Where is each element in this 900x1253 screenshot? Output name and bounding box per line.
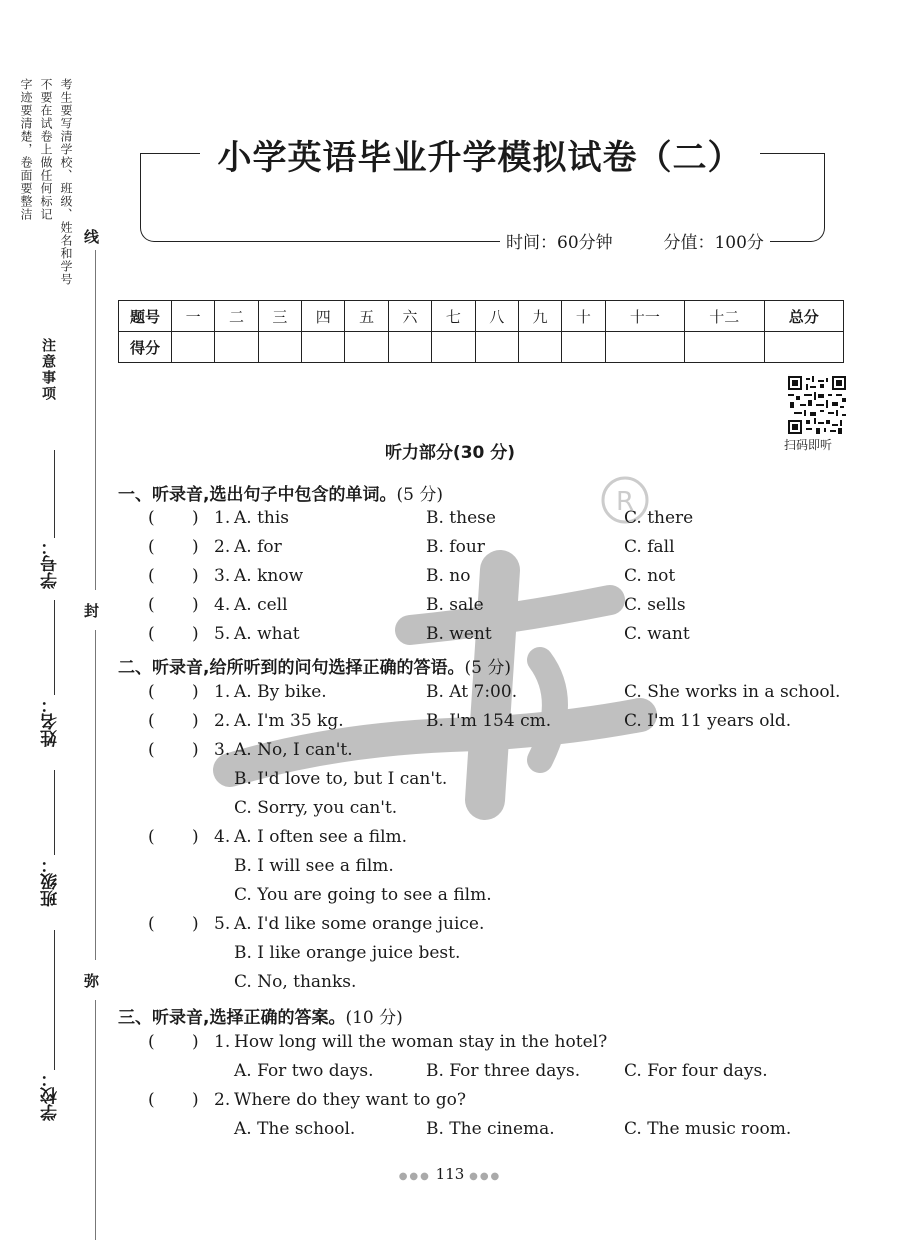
xuexiao-label: 学校： <box>41 1070 61 1121</box>
answer-blank-close: ) <box>192 1090 199 1110</box>
section1-score: (5 分) <box>396 485 443 505</box>
option-b: B. went <box>426 624 492 644</box>
question-number: 3. <box>214 740 231 760</box>
banji-label: 班级： <box>41 856 61 907</box>
score-row-label: 得分 <box>119 332 172 363</box>
option-b: B. I'm 154 cm. <box>426 711 552 731</box>
option-a: A. this <box>234 508 290 528</box>
option-a: A. know <box>234 566 304 586</box>
score-col: 五 <box>345 301 388 332</box>
option-c: C. For four days. <box>624 1061 768 1081</box>
score-col: 一 <box>172 301 215 332</box>
option-a: A. The school. <box>234 1119 356 1139</box>
option-b: B. these <box>426 508 496 528</box>
question-text: Where do they want to go? <box>234 1090 467 1110</box>
notice-line-1: 考生要写清学校、班级、姓名和学号 <box>59 78 73 286</box>
exam-meta <box>500 228 770 253</box>
score-col: 七 <box>432 301 475 332</box>
option-b: B. The cinema. <box>426 1119 555 1139</box>
score-table-score-row <box>119 332 844 363</box>
option-c: C. there <box>624 508 694 528</box>
answer-blank-close: ) <box>192 711 199 731</box>
qr-caption: 扫码即听 <box>784 438 833 452</box>
answer-blank-close: ) <box>192 537 199 557</box>
notice-line-2: 不要在试卷上做任何标记 <box>39 78 53 221</box>
question-number: 2. <box>214 711 231 731</box>
score-table <box>118 300 844 363</box>
notice-title: 注意事项 <box>40 338 56 402</box>
score-col: 十二 <box>685 301 764 332</box>
option-b: B. At 7:00. <box>426 682 518 702</box>
option-b: B. I'd love to, but I can't. <box>234 769 448 789</box>
option-a: A. what <box>234 624 300 644</box>
option-c: C. She works in a school. <box>624 682 841 702</box>
question-number: 1. <box>214 1032 231 1052</box>
score-cell[interactable] <box>302 332 345 363</box>
option-a: A. For two days. <box>234 1061 374 1081</box>
option-b: B. For three days. <box>426 1061 581 1081</box>
question-number: 1. <box>214 508 231 528</box>
answer-blank-open[interactable]: ( <box>148 566 155 586</box>
score-cell[interactable] <box>258 332 301 363</box>
option-c: C. The music room. <box>624 1119 792 1139</box>
score-cell[interactable] <box>172 332 215 363</box>
answer-blank-open[interactable]: ( <box>148 624 155 644</box>
notice-line-3: 字迹要清楚，卷面要整洁 <box>19 78 33 221</box>
score-col: 九 <box>518 301 561 332</box>
score-col: 总分 <box>764 301 844 332</box>
xuehao-line[interactable] <box>54 450 55 538</box>
option-a: A. I often see a film. <box>234 827 408 847</box>
listening-section-title: 听力部分(30 分) <box>384 443 516 463</box>
option-a: A. I'm 35 kg. <box>234 711 344 731</box>
option-b: B. sale <box>426 595 484 615</box>
cut-line-top <box>95 250 96 590</box>
answer-blank-open[interactable]: ( <box>148 537 155 557</box>
answer-blank-close: ) <box>192 624 199 644</box>
answer-blank-close: ) <box>192 682 199 702</box>
option-a: A. I'd like some orange juice. <box>234 914 485 934</box>
section1-heading: 一、听录音,选出句子中包含的单词。 <box>118 485 397 505</box>
option-c: C. Sorry, you can't. <box>234 798 398 818</box>
answer-blank-open[interactable]: ( <box>148 1090 155 1110</box>
question-number: 4. <box>214 827 231 847</box>
score-cell[interactable] <box>475 332 518 363</box>
answer-blank-open[interactable]: ( <box>148 914 155 934</box>
question-text: How long will the woman stay in the hotel? <box>234 1032 608 1052</box>
score-cell[interactable] <box>432 332 475 363</box>
option-c: C. You are going to see a film. <box>234 885 492 905</box>
section1-title <box>118 480 443 505</box>
option-a: A. No, I can't. <box>234 740 353 760</box>
score-cell[interactable] <box>685 332 764 363</box>
exam-notice <box>16 78 76 286</box>
score-col: 六 <box>388 301 431 332</box>
option-c: C. not <box>624 566 676 586</box>
score-cell[interactable] <box>562 332 605 363</box>
score-col: 四 <box>302 301 345 332</box>
answer-blank-open[interactable]: ( <box>148 740 155 760</box>
cut-mark-mi: 弥 <box>84 972 100 990</box>
answer-blank-close: ) <box>192 1032 199 1052</box>
answer-blank-close: ) <box>192 827 199 847</box>
cut-mark-xian: 线 <box>84 228 100 246</box>
score-col: 二 <box>215 301 258 332</box>
option-c: C. want <box>624 624 690 644</box>
answer-blank-open[interactable]: ( <box>148 508 155 528</box>
page-number: 113 <box>435 1165 465 1183</box>
cut-line-mid <box>95 630 96 960</box>
section3-title <box>118 1003 403 1028</box>
question-number: 5. <box>214 914 231 934</box>
score-table-header-row <box>119 301 844 332</box>
section2-score: (5 分) <box>464 658 511 678</box>
option-c: C. sells <box>624 595 686 615</box>
xuehao-label: 学号： <box>41 538 61 589</box>
qr-code-icon[interactable] <box>788 376 846 434</box>
score-col: 三 <box>258 301 301 332</box>
dots-decoration-right: ●●● <box>469 1171 502 1182</box>
exam-title: 小学英语毕业升学模拟试卷（二） <box>200 130 760 179</box>
score-row-label: 题号 <box>119 301 172 332</box>
answer-blank-close: ) <box>192 595 199 615</box>
score-cell[interactable] <box>518 332 561 363</box>
exam-score: 分值：100分 <box>663 233 764 253</box>
section2-heading: 二、听录音,给所听到的问句选择正确的答语。 <box>118 658 465 678</box>
option-c: C. I'm 11 years old. <box>624 711 792 731</box>
question-number: 4. <box>214 595 231 615</box>
page-number-footer <box>0 1165 900 1183</box>
option-a: A. By bike. <box>234 682 327 702</box>
score-col: 十 <box>562 301 605 332</box>
score-col: 十一 <box>605 301 684 332</box>
question-number: 2. <box>214 537 231 557</box>
answer-blank-close: ) <box>192 566 199 586</box>
dots-decoration-left: ●●● <box>398 1171 431 1182</box>
score-cell[interactable] <box>764 332 844 363</box>
option-a: A. cell <box>234 595 288 615</box>
xuexiao-line[interactable] <box>54 930 55 1070</box>
score-cell[interactable] <box>605 332 684 363</box>
option-b: B. I like orange juice best. <box>234 943 461 963</box>
section3-score: (10 分) <box>345 1008 403 1028</box>
xingming-label: 姓名： <box>41 696 61 747</box>
answer-blank-open[interactable]: ( <box>148 1032 155 1052</box>
score-cell[interactable] <box>345 332 388 363</box>
question-number: 2. <box>214 1090 231 1110</box>
cut-mark-feng: 封 <box>84 602 100 620</box>
question-number: 3. <box>214 566 231 586</box>
title-frame-top-left <box>140 153 200 154</box>
answer-blank-open[interactable]: ( <box>148 682 155 702</box>
option-c: C. fall <box>624 537 675 557</box>
answer-blank-open[interactable]: ( <box>148 595 155 615</box>
title-frame-top-right <box>760 153 824 154</box>
svg-text:R: R <box>615 487 635 517</box>
score-cell[interactable] <box>215 332 258 363</box>
answer-blank-close: ) <box>192 740 199 760</box>
answer-blank-close: ) <box>192 914 199 934</box>
exam-time: 时间：60分钟 <box>506 233 613 253</box>
question-number: 1. <box>214 682 231 702</box>
option-c: C. No, thanks. <box>234 972 357 992</box>
answer-blank-open[interactable]: ( <box>148 711 155 731</box>
banji-line[interactable] <box>54 770 55 855</box>
section2-title <box>118 653 511 678</box>
option-b: B. no <box>426 566 471 586</box>
section3-heading: 三、听录音,选择正确的答案。 <box>118 1008 346 1028</box>
xingming-line[interactable] <box>54 600 55 695</box>
answer-blank-close: ) <box>192 508 199 528</box>
score-col: 八 <box>475 301 518 332</box>
option-a: A. for <box>234 537 282 557</box>
answer-blank-open[interactable]: ( <box>148 827 155 847</box>
score-cell[interactable] <box>388 332 431 363</box>
option-b: B. I will see a film. <box>234 856 394 876</box>
option-b: B. four <box>426 537 485 557</box>
question-number: 5. <box>214 624 231 644</box>
cut-line-bottom <box>95 1000 96 1240</box>
